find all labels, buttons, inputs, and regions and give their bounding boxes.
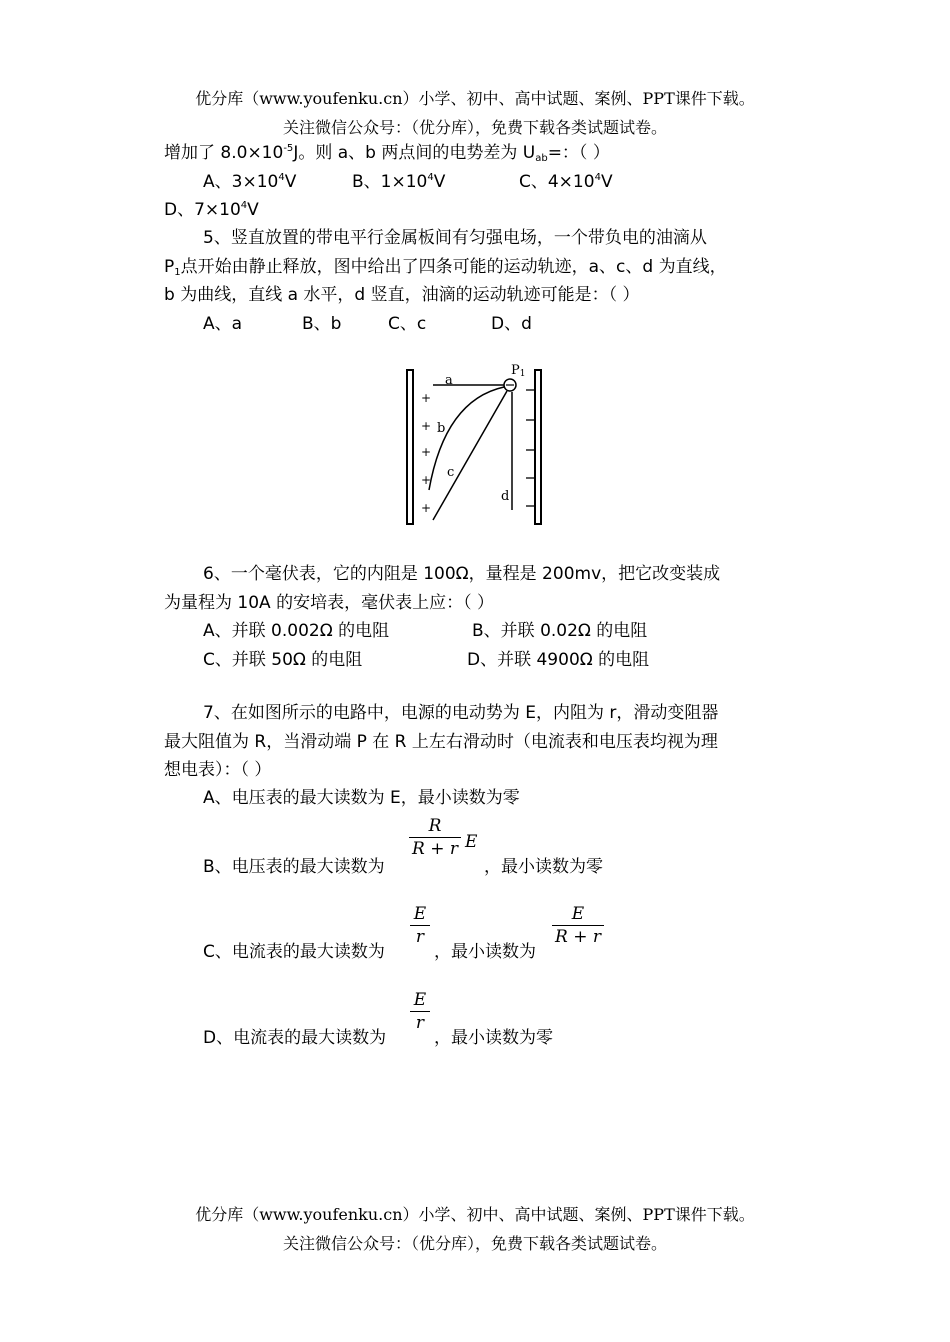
q5-line-3: b 为曲线，直线 a 水平，d 竖直，油滴的运动轨迹可能是：（ ） [164,285,640,305]
q4-stem: 增加了 $8.0\times 10^{-5}J$。则 a、b 两点间的电势差为 $U_{ab}=$：（ ） [164,143,610,164]
label-c: c [447,465,455,480]
q7-option-c-prefix: C、电流表的最大读数为 [203,942,385,962]
q5-line-2: $P_1$点开始由静止释放，图中给出了四条可能的运动轨迹，a、c、d 为直线， [164,257,727,278]
plus-sign: + [421,445,432,459]
q7-line-3: 想电表）：（ ） [164,760,272,780]
q6-line-1: 6、一个毫伏表，它的内阻是 100Ω，量程是 200mv，把它改变装成 [203,564,721,584]
trajectory-b [429,387,504,490]
q4-option-b: B、$1\times 10^4V$ [352,172,446,192]
q7-option-c-middle: ，最小读数为 [434,942,536,962]
q4-option-a: A、$3\times 10^4V$ [203,172,297,192]
trajectory-c [433,391,510,520]
q6-option-b: B、并联 0.02Ω 的电阻 [472,621,648,641]
footer-line-1: 优分库（www.youfenku.cn）小学、初中、高中试题、案例、PPT课件下载。 [195,1205,755,1224]
q7-option-d-fraction: E r [410,989,430,1034]
q7-option-d-prefix: D、电流表的最大读数为 [203,1028,387,1048]
q7-option-b-fraction-tail: E [465,832,478,852]
plus-sign: + [421,419,432,433]
q6-option-d: D、并联 4900Ω 的电阻 [467,650,650,670]
label-a: a [445,373,453,388]
q6-option-a: A、并联 0.002Ω 的电阻 [203,621,390,641]
q5-option-d: D、d [491,314,532,334]
q5-figure-parallel-plates [395,360,560,530]
q5-line-1: 5、竖直放置的带电平行金属板间有匀强电场，一个带负电的油滴从 [203,228,707,248]
q5-option-c: C、c [388,314,427,334]
q6-line-2: 为量程为 10A 的安培表，毫伏表上应：（ ） [164,593,494,613]
q7-option-a: A、电压表的最大读数为 E，最小读数为零 [203,788,520,808]
plus-sign: + [421,501,432,515]
plus-sign: + [421,473,432,487]
q7-option-b-suffix: ，最小读数为零 [484,857,603,877]
label-d: d [501,489,510,504]
left-plate [407,370,413,524]
q7-option-d-suffix: ，最小读数为零 [434,1028,553,1048]
q4-option-c: C、$4\times 10^4V$ [519,172,613,192]
q7-option-b-fraction: R R + r [409,815,461,860]
q5-option-a: A、a [203,314,243,334]
q7-line-2: 最大阻值为 R，当滑动端 P 在 R 上左右滑动时（电流表和电压表均视为理 [164,732,718,752]
header-line-1: 优分库（www.youfenku.cn）小学、初中、高中试题、案例、PPT课件下载。 [195,89,755,108]
q7-option-c-fraction-2: E R + r [552,903,604,948]
q7-line-1: 7、在如图所示的电路中，电源的电动势为 E，内阻为 r，滑动变阻器 [203,703,719,723]
label-b: b [437,421,446,436]
header-line-2: 关注微信公众号：（优分库），免费下载各类试题试卷。 [282,118,667,137]
label-p1: P1 [511,363,526,379]
footer-line-2: 关注微信公众号：（优分库），免费下载各类试题试卷。 [282,1234,667,1253]
plus-sign: + [421,391,432,405]
q6-option-c: C、并联 50Ω 的电阻 [203,650,363,670]
q7-option-b-prefix: B、电压表的最大读数为 [203,857,385,877]
q5-option-b: B、b [302,314,342,334]
right-plate [535,370,541,524]
q7-option-c-fraction-1: E r [410,903,430,948]
q4-option-d: D、$7\times 10^4V$ [164,200,259,220]
